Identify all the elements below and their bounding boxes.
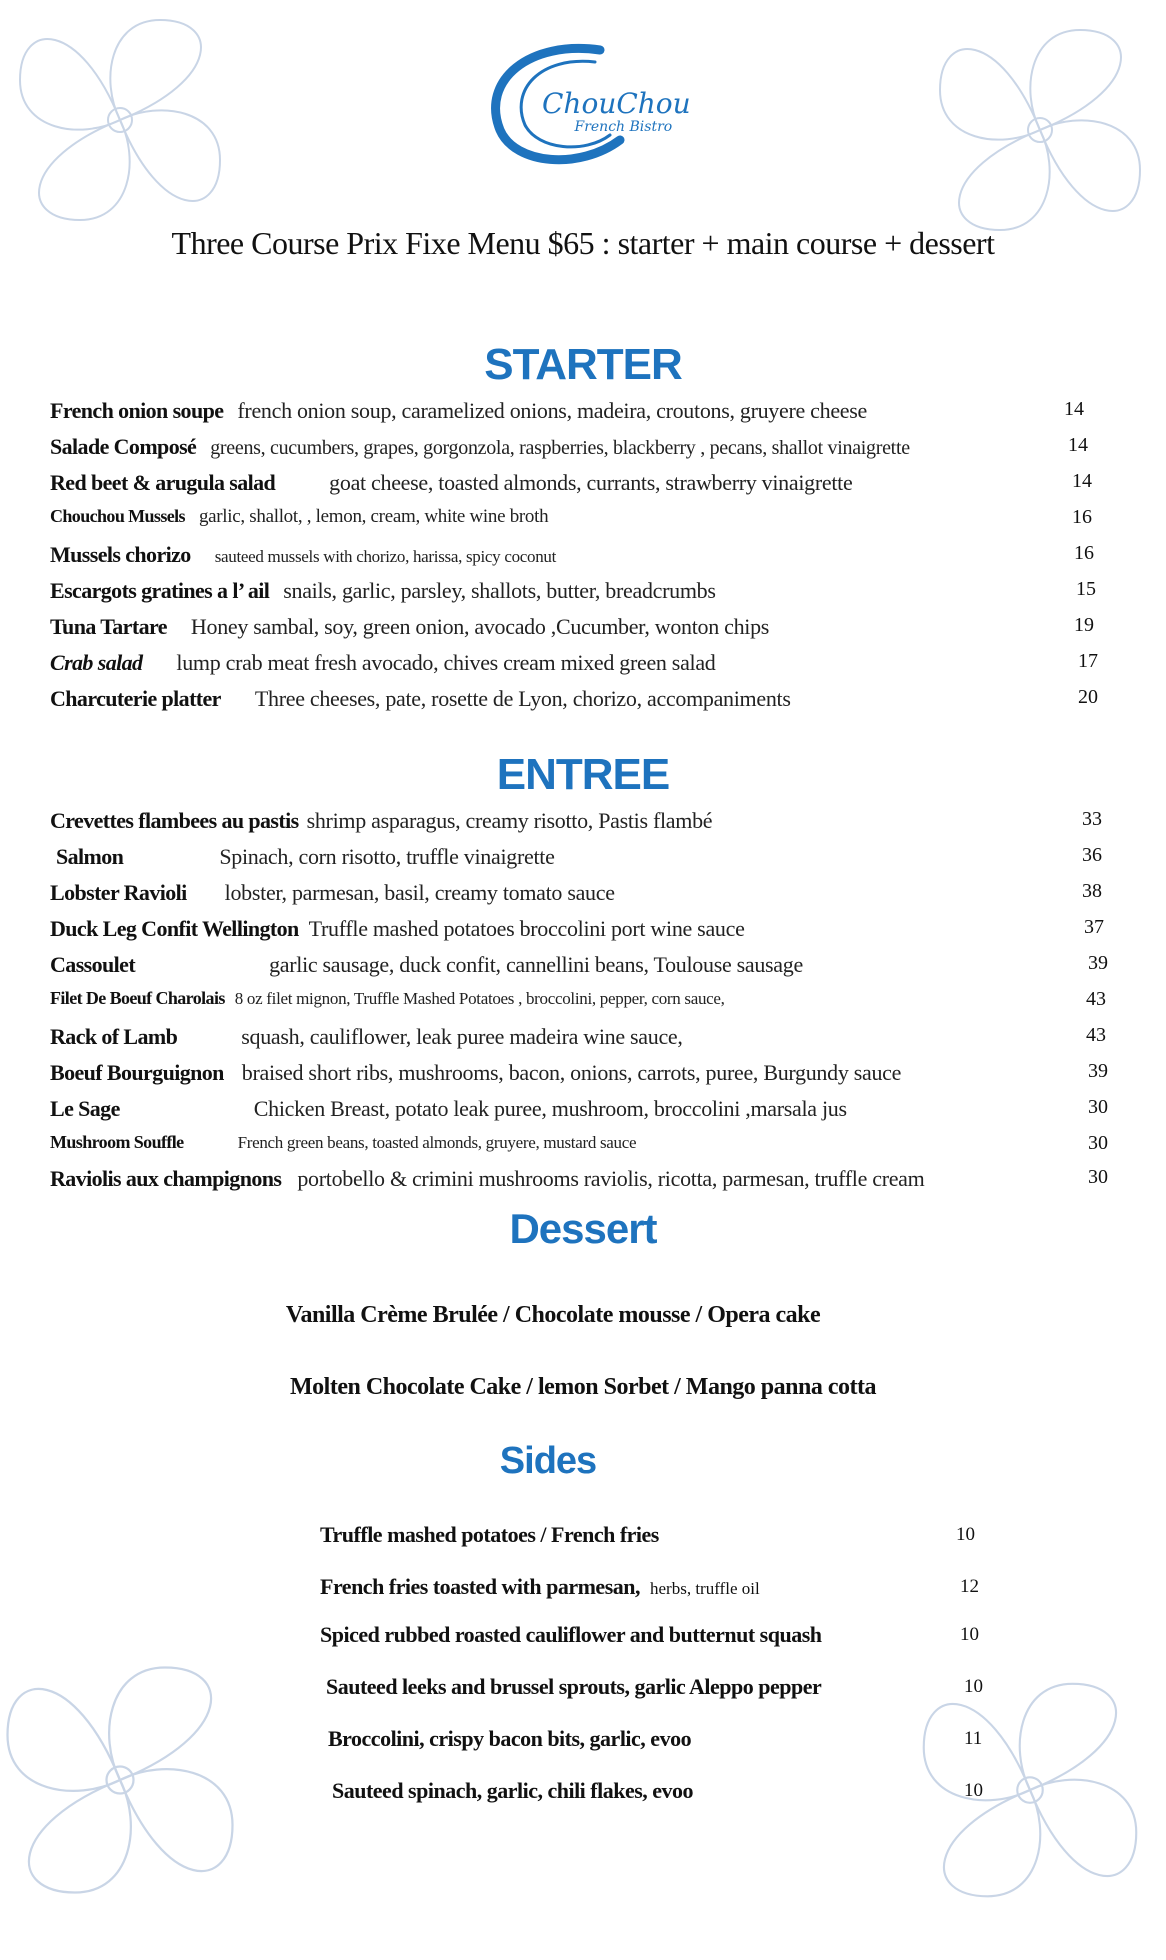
side-item-name: Spiced rubbed roasted cauliflower and butternut squash [320,1622,822,1647]
menu-item [50,1132,1108,1164]
logo-text [542,87,691,136]
menu-item-name: Lobster Ravioli [50,880,187,905]
side-item-price: 10 [964,1780,983,1801]
menu-item [50,916,1104,948]
menu-item-description: garlic sausage, duck confit, cannellini beans, Toulouse sausage [269,952,803,977]
menu-item-description: goat cheese, toasted almonds, currants, strawberry vinaigrette [329,470,853,495]
menu-item-price: 14 [1064,398,1084,420]
menu-item-name: Rack of Lamb [50,1024,178,1049]
menu-item-description: garlic, shallot, , lemon, cream, white wine broth [198,506,549,527]
side-item-price: 12 [960,1576,979,1597]
menu-item-description: lobster, parmesan, basil, creamy tomato sauce [224,880,615,905]
side-item [320,1622,1000,1656]
menu-item [50,1024,1106,1056]
dessert-heading: Dessert [509,1205,657,1252]
menu-item-price: 17 [1078,650,1098,672]
menu-item [50,808,1100,840]
menu-item-description: Three cheeses, pate, rosette de Lyon, chorizo, accompaniments [254,686,791,711]
menu-item-price: 30 [1088,1166,1108,1188]
menu-item-price: 39 [1088,952,1108,974]
menu-item [50,434,1100,466]
starter-heading: STARTER [484,340,682,389]
menu-item [50,470,1100,502]
logo-subtitle: French Bistro [574,119,673,135]
side-item-price: 10 [964,1676,983,1697]
menu-item-price: 43 [1086,1024,1106,1046]
menu-item-price: 33 [1082,808,1102,830]
side-item-name: Sauteed leeks and brussel sprouts, garlic Aleppo pepper [326,1674,822,1699]
menu-item-name: Red beet & arugula salad [50,470,276,495]
entree-heading: ENTREE [496,750,670,799]
menu-item [50,1096,1108,1128]
menu-item-description: french onion soup, caramelized onions, madeira, croutons, gruyere cheese [237,398,867,423]
menu-item-price: 16 [1072,506,1092,528]
sides-heading: Sides [499,1440,597,1482]
menu-item-name: Le Sage [50,1096,120,1121]
side-item [332,1778,1012,1812]
menu-item-price: 38 [1082,880,1102,902]
prix-fixe-heading: Three Course Prix Fixe Menu $65 : starter + main course + dessert [171,225,995,261]
side-item [326,1674,1006,1708]
side-item [320,1574,1000,1608]
side-item-name: Broccolini, crispy bacon bits, garlic, evoo [328,1726,692,1751]
menu-item-price: 43 [1086,988,1106,1010]
menu-item-price: 37 [1084,916,1104,938]
menu-item [50,578,1100,610]
menu-item-price: 20 [1078,686,1098,708]
menu-item [50,952,1108,984]
restaurant-logo [470,20,691,170]
menu-item-description: Chicken Breast, potato leak puree, mushroom, broccolini ,marsala jus [253,1096,847,1121]
menu-item-name: Chouchou Mussels [50,506,185,526]
menu-item-price: 30 [1088,1132,1108,1154]
menu-item-price: 14 [1072,470,1092,492]
menu-item-name: French onion soupe [50,398,224,423]
menu-item-name: Salmon [56,844,124,869]
menu-item-description: Honey sambal, soy, green onion, avocado ,Cucumber, wonton chips [190,614,770,639]
menu-item-description: French green beans, toasted almonds, gruyere, mustard sauce [237,1133,637,1152]
menu-item-name: Mushroom Souffle [50,1132,184,1152]
menu-item-description: Truffle mashed potatoes broccolini port wine sauce [308,916,745,941]
menu-item-name: Mussels chorizo [50,542,191,567]
menu-item-description: braised short ribs, mushrooms, bacon, onions, carrots, puree, Burgundy sauce [241,1060,902,1085]
side-item-price: 10 [956,1524,975,1545]
menu-item-name: Crevettes flambees au pastis [50,808,299,833]
menu-item-name: Tuna Tartare [50,614,167,639]
menu-item-price: 39 [1088,1060,1108,1082]
menu-item-price: 19 [1074,614,1094,636]
menu-item-name: Charcuterie platter [50,686,221,711]
menu-item-description: shrimp asparagus, creamy risotto, Pastis flambé [306,808,713,833]
menu-item [50,542,1100,574]
side-item [320,1522,1000,1556]
menu-item [50,506,1100,538]
menu-item [50,880,1100,912]
menu-item [50,398,1100,430]
menu-item [50,844,1100,876]
menu-item-price: 16 [1074,542,1094,564]
menu-item-name: Salade Composé [50,434,197,459]
menu-item-name: Cassoulet [50,952,136,977]
menu-item-name: Escargots gratines a l’ ail [50,578,270,603]
menu-item-description: squash, cauliflower, leak puree madeira wine sauce, [241,1024,683,1049]
menu-item-name: Boeuf Bourguignon [50,1060,224,1085]
menu-item-name: Raviolis aux champignons [50,1166,282,1191]
dessert-line-2: Molten Chocolate Cake / lemon Sorbet / Mango panna cotta [290,1374,876,1400]
side-item-name: French fries toasted with parmesan, [320,1574,640,1599]
menu-item [50,650,1100,682]
menu-item [50,1060,1108,1092]
side-item-name: Truffle mashed potatoes / French fries [320,1522,659,1547]
menu-item-price: 14 [1068,434,1088,456]
menu-item-name: Crab salad [50,650,143,675]
side-item-price: 10 [960,1624,979,1645]
side-item-extra: herbs, truffle oil [650,1579,760,1598]
menu-item-description: greens, cucumbers, grapes, gorgonzola, raspberries, blackberry , pecans, shallot vinaigrette [210,437,910,459]
menu-item-description: 8 oz filet mignon, Truffle Mashed Potatoes , broccolini, pepper, corn sauce, [234,989,725,1008]
side-item-name: Sauteed spinach, garlic, chili flakes, evoo [332,1778,694,1803]
menu-item-name: Duck Leg Confit Wellington [50,916,299,941]
menu-item-price: 30 [1088,1096,1108,1118]
menu-item-description: portobello & crimini mushrooms raviolis, ricotta, parmesan, truffle cream [297,1166,925,1191]
menu-item [50,614,1100,646]
menu-item-price: 15 [1076,578,1096,600]
side-item-price: 11 [964,1728,983,1749]
logo-name: ChouChou [542,87,691,120]
menu-item-price: 36 [1082,844,1102,866]
menu-item-description: lump crab meat fresh avocado, chives cream mixed green salad [176,650,716,675]
menu-item-description: snails, garlic, parsley, shallots, butter, breadcrumbs [283,578,716,603]
flower-decoration-bottom-left-icon [0,1600,300,1960]
menu-item-description: Spinach, corn risotto, truffle vinaigrette [219,844,555,869]
menu-item-description: sauteed mussels with chorizo, harissa, spicy coconut [214,547,557,566]
menu-item [50,1166,1108,1198]
side-item [328,1726,1008,1760]
menu-item [50,686,1100,718]
menu-item [50,988,1106,1020]
dessert-line-1: Vanilla Crème Brulée / Chocolate mousse / Opera cake [285,1302,821,1328]
menu-item-name: Filet De Boeuf Charolais [50,988,225,1008]
